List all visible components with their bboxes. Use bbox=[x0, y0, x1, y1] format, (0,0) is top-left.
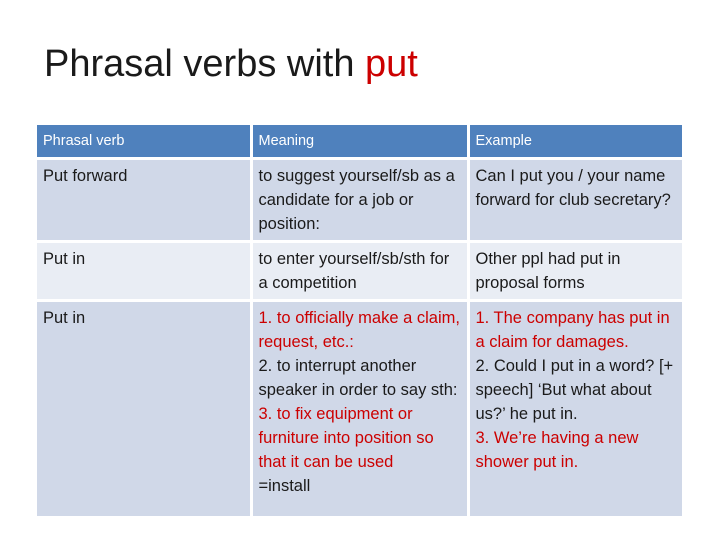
verb-cell: Put in bbox=[37, 301, 251, 518]
table-row bbox=[37, 159, 683, 242]
table-header-row bbox=[37, 125, 683, 159]
example-cell: Can I put you / your name forward for club secretary? bbox=[468, 159, 683, 242]
header-example: Example bbox=[468, 125, 683, 159]
table-row bbox=[37, 242, 683, 301]
header-meaning: Meaning bbox=[251, 125, 468, 159]
meaning-item: 3. to fix equipment or furniture into position so that it can be used bbox=[258, 405, 434, 471]
meaning-item: 1. to officially make a claim, request, etc.: bbox=[258, 309, 460, 351]
meaning-item: 2. to interrupt another speaker in order to say sth: bbox=[258, 357, 458, 399]
meaning-cell: to enter yourself/sb/sth for a competition bbox=[251, 242, 468, 301]
example-cell bbox=[468, 301, 683, 518]
meaning-item: =install bbox=[258, 477, 311, 495]
example-item: 2. Could I put in a word? [+ speech] ‘But what about us?’ he put in. bbox=[475, 357, 674, 423]
slide-title-accent: put bbox=[365, 43, 418, 85]
example-item: 1. The company has put in a claim for damages. bbox=[475, 309, 670, 351]
example-item: 3. We’re having a new shower put in. bbox=[475, 429, 639, 471]
slide-title bbox=[44, 44, 418, 86]
slide-title-main: Phrasal verbs with bbox=[44, 43, 366, 85]
example-cell: Other ppl had put in proposal forms bbox=[468, 242, 683, 301]
header-phrasal-verb: Phrasal verb bbox=[37, 125, 251, 159]
verb-cell: Put forward bbox=[37, 159, 251, 242]
meaning-cell bbox=[251, 301, 468, 518]
table-row bbox=[37, 301, 683, 518]
verb-cell: Put in bbox=[37, 242, 251, 301]
phrasal-verbs-table bbox=[37, 125, 685, 519]
meaning-cell: to suggest yourself/sb as a candidate for a job or position: bbox=[251, 159, 468, 242]
